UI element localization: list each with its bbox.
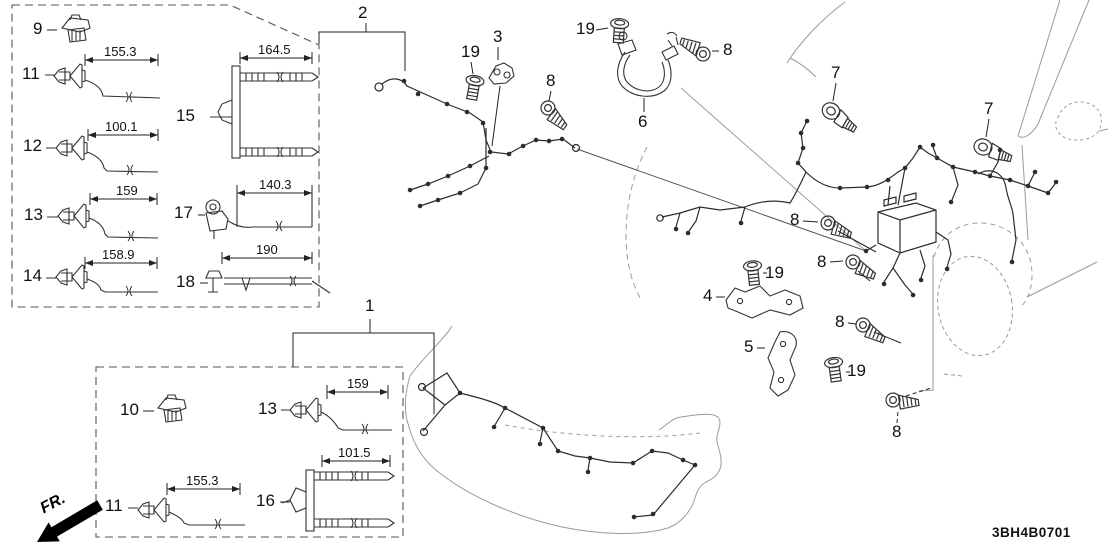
dim-101-5: 101.5	[338, 445, 371, 460]
mirror-outline	[1056, 102, 1102, 140]
fender-lower	[919, 255, 933, 391]
callout-8-e: 8	[835, 312, 845, 331]
ref-16: 16	[256, 491, 275, 510]
pin-clip-18-drawing	[200, 271, 330, 293]
bolt-7-icon	[972, 137, 1014, 164]
callout-3: 3	[493, 27, 503, 46]
bolt-19-icon	[463, 74, 485, 101]
clip-10-drawing	[158, 395, 186, 422]
callout-8-b: 8	[723, 40, 733, 59]
ref-12: 12	[23, 136, 42, 155]
callout-1: 1	[365, 296, 375, 315]
ref-14: 14	[23, 266, 42, 285]
grommet-11b-drawing	[138, 498, 169, 522]
callout-8-c: 8	[790, 210, 800, 229]
ref-11: 11	[22, 64, 40, 83]
bolt-8-icon	[853, 316, 889, 344]
bolt-8-icon	[537, 98, 573, 130]
a-pillar	[1018, 0, 1089, 137]
mirror-tail	[1099, 129, 1108, 131]
sill-line	[1027, 262, 1097, 297]
cowl-line	[787, 2, 845, 63]
bolt-8-icon	[885, 390, 919, 411]
grommet-13b-drawing	[290, 398, 321, 422]
dim-159: 159	[116, 183, 138, 198]
door-edge	[1022, 145, 1028, 240]
dim-164-5: 164.5	[258, 42, 291, 57]
callout-6: 6	[638, 112, 648, 131]
ref-11b: 11	[105, 496, 123, 515]
callout-19-d: 19	[847, 361, 866, 380]
strap-bracket-16-drawing	[280, 470, 394, 531]
front-harness-drawing	[419, 373, 696, 517]
dim-100-1: 100.1	[105, 119, 138, 134]
callout-7-a: 7	[831, 63, 841, 82]
ref-18: 18	[176, 272, 195, 291]
callout-8-a: 8	[546, 71, 556, 90]
ref-9: 9	[33, 19, 43, 38]
bolt-8-icon	[677, 37, 713, 63]
ground-cable-drawing	[618, 32, 678, 96]
bolt-19-icon	[609, 18, 629, 43]
ref-10: 10	[120, 400, 139, 419]
dim-190: 190	[256, 242, 278, 257]
wheel-circle	[930, 250, 1020, 361]
dim-155-3b: 155.3	[186, 473, 219, 488]
bolt-7-icon	[819, 100, 861, 134]
leader-lines	[293, 23, 989, 423]
bumper-inner-dash	[505, 425, 700, 437]
grommet-14-drawing	[56, 265, 87, 289]
ref-15: 15	[176, 106, 195, 125]
ref-13b: 13	[258, 399, 277, 418]
dim-159b: 159	[347, 376, 369, 391]
callout-8-f: 8	[892, 422, 902, 441]
ref-13: 13	[24, 205, 43, 224]
callout-19-b: 19	[576, 19, 595, 38]
arch-bottom-dash	[944, 374, 962, 376]
grommet-13-drawing	[58, 204, 89, 228]
callout-4: 4	[703, 286, 713, 305]
callout-5: 5	[744, 337, 754, 356]
bracket-3-drawing	[489, 63, 514, 84]
grommet-11-drawing	[54, 64, 85, 88]
callout-19-c: 19	[765, 263, 784, 282]
dim-140-3: 140.3	[259, 177, 292, 192]
callout-2: 2	[358, 3, 368, 22]
callout-8-d: 8	[817, 252, 827, 271]
callout-19-a: 19	[461, 42, 480, 61]
dim-158-9: 158.9	[102, 247, 135, 262]
clip-9-drawing	[62, 15, 90, 42]
bolt-19-icon	[743, 260, 763, 286]
grommet-12-drawing	[56, 136, 87, 160]
callout-7-b: 7	[984, 99, 994, 118]
bolt-19-icon	[824, 356, 845, 382]
ref-17: 17	[174, 203, 193, 222]
cable-to-engine-bay	[577, 149, 866, 251]
bracket-line-2	[319, 23, 405, 71]
diagram-part-code: 3BH4B0701	[992, 525, 1071, 540]
strap-bracket-15-drawing	[210, 66, 318, 158]
bumper-outline	[405, 326, 721, 534]
wheel-arch	[934, 223, 1032, 307]
hood-edge-line	[681, 88, 866, 251]
loop-clip-17-drawing	[198, 193, 312, 239]
wiper-line	[790, 58, 816, 77]
fr-direction-label: FR.	[37, 490, 69, 518]
dim-155-3: 155.3	[104, 44, 137, 59]
bolt-8-icon	[843, 253, 879, 280]
